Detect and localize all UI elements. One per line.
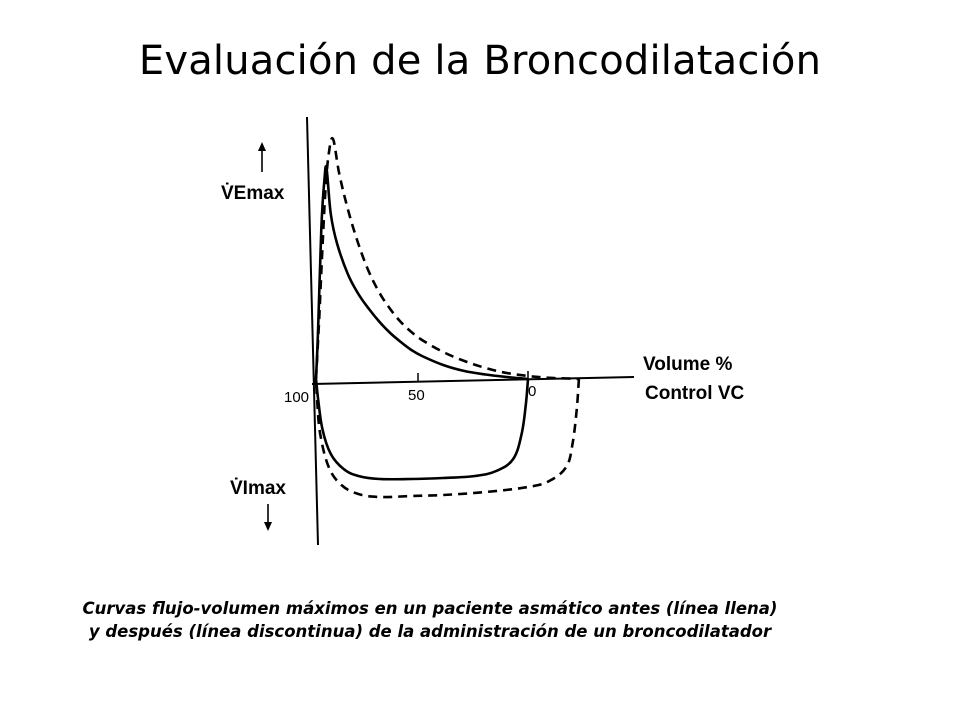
y-axis-label-top: V̇Emax	[221, 183, 285, 204]
series-layer	[316, 138, 579, 497]
post-bronchodilator-inspiratory-curve	[316, 379, 579, 497]
caption-line-2: y después (línea discontinua) de la administración de un broncodilatador	[88, 622, 772, 641]
up-arrow-icon	[258, 142, 266, 172]
pre-bronchodilator-expiratory-curve	[316, 166, 528, 379]
x-axis-line	[312, 377, 634, 384]
post-bronchodilator-expiratory-curve	[316, 138, 579, 379]
figure-caption	[0, 597, 860, 643]
y-axis-line	[307, 117, 318, 545]
x-axis-label-line2: Control VC	[645, 383, 745, 404]
caption-line-1: Curvas flujo-volumen máximos en un paciente asmático antes (línea llena)	[82, 599, 778, 618]
tick-label-100: 100	[284, 389, 310, 406]
down-arrow-icon	[264, 504, 272, 531]
slide-title: Evaluación de la Broncodilatación	[138, 38, 822, 84]
x-axis-label-line1: Volume %	[643, 354, 733, 375]
y-axis-label-bottom: V̇Imax	[230, 478, 286, 499]
tick-label-50: 50	[408, 387, 425, 404]
tick-label-0: 0	[528, 383, 537, 400]
